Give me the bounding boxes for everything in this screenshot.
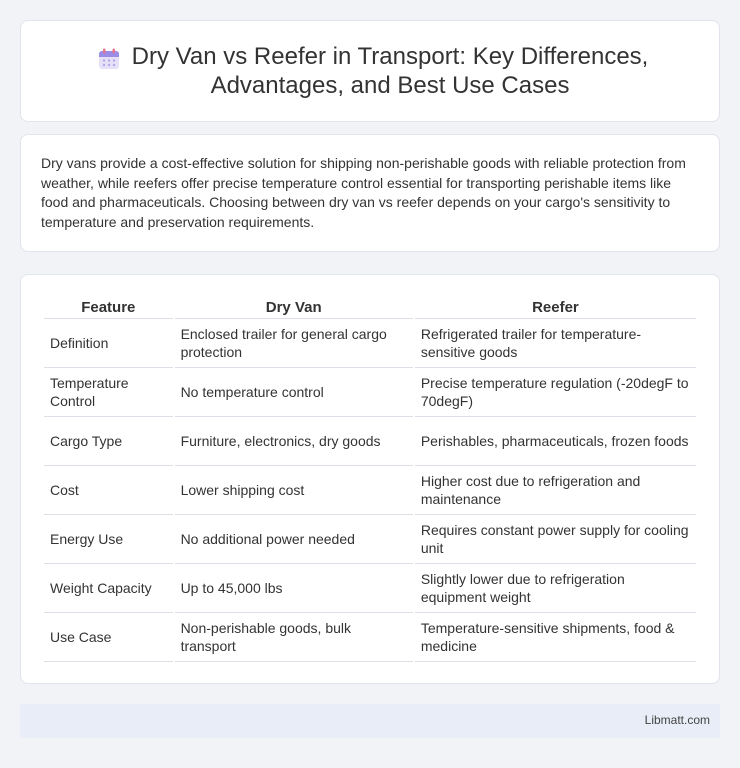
header-reefer: Reefer (415, 295, 696, 319)
footer-brand[interactable]: Libmatt.com (644, 713, 710, 727)
feature-cell: Temperature Control (44, 368, 173, 417)
dry-van-cell: Furniture, electronics, dry goods (175, 417, 413, 466)
comparison-card (20, 274, 720, 684)
feature-cell: Weight Capacity (44, 564, 173, 613)
header-feature: Feature (44, 295, 173, 319)
reefer-cell: Requires constant power supply for cooling unit (415, 515, 696, 564)
feature-cell: Use Case (44, 613, 173, 662)
table-row (44, 368, 696, 417)
reefer-cell: Slightly lower due to refrigeration equipment weight (415, 564, 696, 613)
table-row (44, 564, 696, 613)
table-row (44, 613, 696, 662)
page-title: Dry Van vs Reefer in Transport: Key Differences, Advantages, and Best Use Cases (131, 43, 649, 99)
dry-van-cell: Non-perishable goods, bulk transport (175, 613, 413, 662)
feature-cell: Definition (44, 319, 173, 368)
reefer-cell: Higher cost due to refrigeration and maintenance (415, 466, 696, 515)
feature-cell: Cost (44, 466, 173, 515)
dry-van-cell: No additional power needed (175, 515, 413, 564)
dry-van-cell: Up to 45,000 lbs (175, 564, 413, 613)
intro-paragraph: Dry vans provide a cost-effective solution for shipping non-perishable goods with reliable protection from weather, while reefers offer precise temperature control essential for transporting perishable items like food and pharmaceuticals. Choosing between dry van vs reefer depends on your cargo's sensitivity to temperature and preservation requirements. (41, 155, 686, 230)
dry-van-cell: Enclosed trailer for general cargo protection (175, 319, 413, 368)
intro-card (20, 134, 720, 252)
dry-van-cell: No temperature control (175, 368, 413, 417)
table-header-row (44, 295, 696, 319)
header-dry-van: Dry Van (175, 295, 413, 319)
table-row (44, 466, 696, 515)
reefer-cell: Temperature-sensitive shipments, food & medicine (415, 613, 696, 662)
table-row (44, 319, 696, 368)
reefer-cell: Refrigerated trailer for temperature-sensitive goods (415, 319, 696, 368)
title-card (20, 20, 720, 122)
reefer-cell: Perishables, pharmaceuticals, frozen foods (415, 417, 696, 466)
dry-van-cell: Lower shipping cost (175, 466, 413, 515)
footer-bar (20, 704, 720, 738)
table-row (44, 515, 696, 564)
feature-cell: Cargo Type (44, 417, 173, 466)
comparison-table (42, 295, 698, 662)
reefer-cell: Precise temperature regulation (-20degF to 70degF) (415, 368, 696, 417)
table-row (44, 417, 696, 466)
feature-cell: Energy Use (44, 515, 173, 564)
